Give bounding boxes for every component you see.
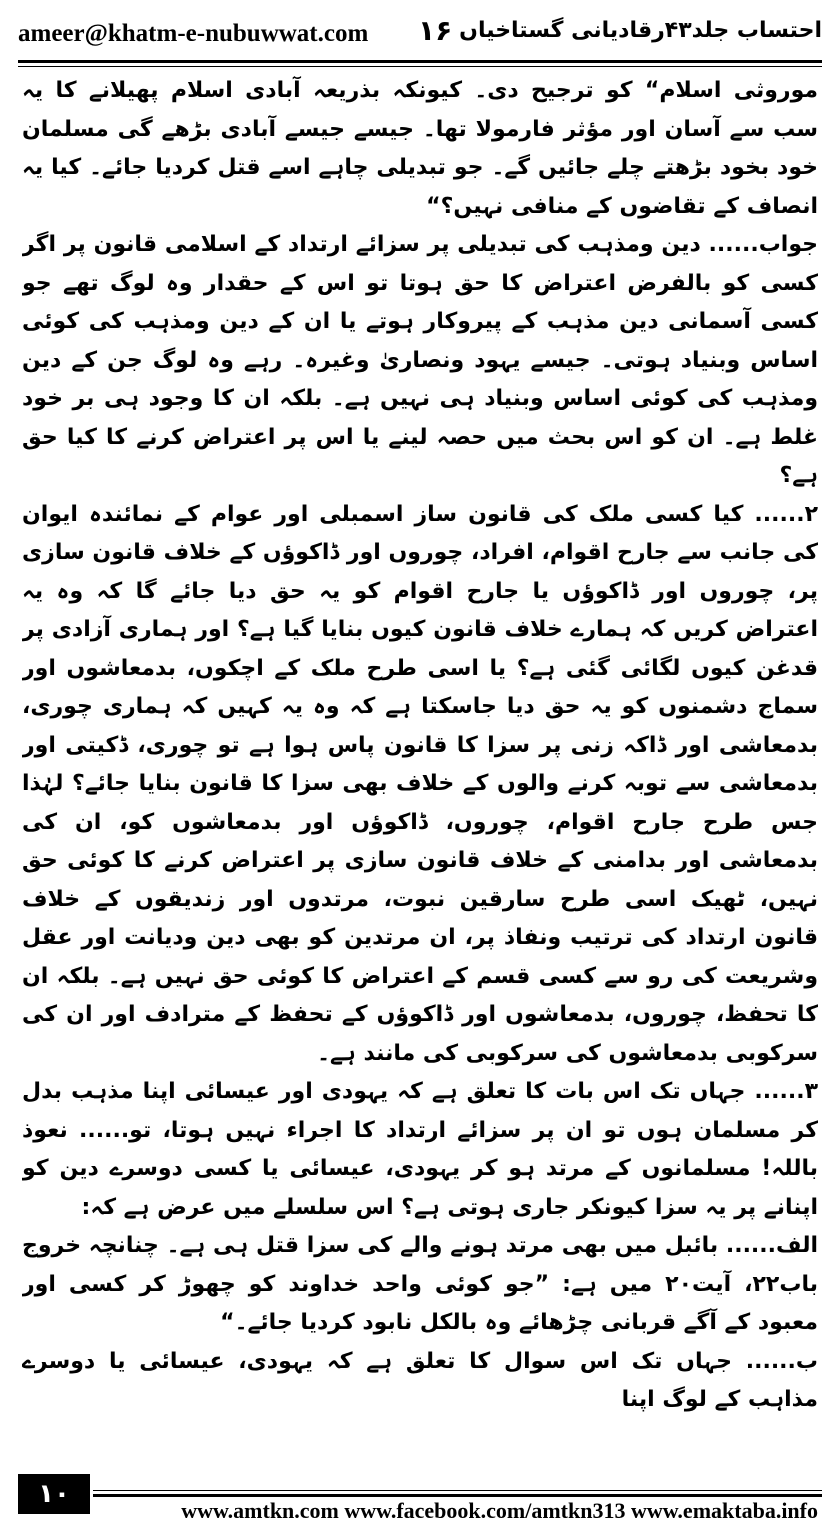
- footer-links: www.amtkn.com www.facebook.com/amtkn313 www.emaktaba.info: [181, 1498, 818, 1523]
- header-title: احتساب جلد۴۳رقادیانی گستاخیاں: [459, 18, 822, 43]
- paragraph-continuation: موروثی اسلام“ کو ترجیح دی۔ کیونکہ بذریعہ آبادی اسلام پھیلانے کا یہ سب سے آسان اور مؤثر فارمولا تھا۔ جیسے جیسے آبادی بڑھے گی مسلمان خود بخود بڑھتے چلے جائیں گے۔ جو تبدیلی چاہے اسے قتل کردیا جائے۔ کیا یہ انصاف کے تقاضوں کے منافی نہیں؟“: [22, 78, 818, 219]
- header-page-number: ۱۶: [418, 14, 453, 47]
- page-footer: [18, 1472, 822, 1530]
- footer-page-number: ۱۰: [18, 1474, 90, 1514]
- page-header: [18, 14, 822, 54]
- header-email: ameer@khatm-e-nubuwwat.com: [18, 20, 369, 47]
- paragraph-alif: الف...... بائبل میں بھی مرتد ہونے والے کی سزا قتل ہی ہے۔ چنانچہ خروج باب۲۲، آیت۲۰ میں ہے: ”جو کوئی واحد خداوند کو چھوڑ کر کسی اور معبود کے آگے قربانی چڑھائے وہ بالکل نابود کردیا جائے۔“: [22, 1233, 818, 1335]
- page-body: [22, 72, 818, 1452]
- paragraph-answer: جواب...... دین ومذہب کی تبدیلی پر سزائے ارتداد کے اسلامی قانون پر اگر کسی کو بالفرض اعتراض کا حق ہوتا تو اس کے حقدار وہ لوگ تھے جو کسی آسمانی دین مذہب کے پیروکار ہوتے یا ان کے دین ومذہب کی کوئی اساس وبنیاد ہوتی۔ جیسے یہود ونصاریٰ وغیرہ۔ رہے وہ لوگ جن کے دین ومذہب کی کوئی اساس وبنیاد ہی نہیں ہے۔ بلکہ ان کا وجود ہی بر خود غلط ہے۔ ان کو اس بحث میں حصہ لینے یا اس پر اعتراض کرنے کا کیا حق ہے؟: [22, 232, 818, 488]
- paragraph-point-2: ۲...... کیا کسی ملک کی قانون ساز اسمبلی اور عوام کے نمائندہ ایوان کی جانب سے جارح اقوام، افراد، چوروں اور ڈاکوؤں کے خلاف قانون سازی پر، چوروں اور ڈاکوؤں یا جارح اقوام کو یہ حق دیا جائے گا کہ وہ یہ اعتراض کریں کہ ہمارے خلاف قانون کیوں بنایا گیا ہے؟ اور ہماری آزادی پر قدغن کیوں لگائی گئی ہے؟ یا اسی طرح ملک کے اچکوں، بدمعاشوں اور سماج دشمنوں کو یہ حق دیا جاسکتا ہے کہ وہ یہ کہیں کہ ہماری چوری، بدمعاشی اور ڈاکہ زنی پر سزا کا قانون پاس ہوا ہے تو چوری، ڈکیتی اور بدمعاشی سے توبہ کرنے والوں کے خلاف بھی سزا کا قانون بنایا جائے؟ لہٰذا جس طرح جارح اقوام، چوروں، ڈاکوؤں اور بدمعاشوں کو، ان کی بدمعاشی اور بدامنی کے خلاف قانون سازی پر اعتراض کرنے کا کوئی حق نہیں، ٹھیک اسی طرح سارقین نبوت، مرتدوں اور زندیقوں کے خلاف قانون ارتداد کی ترتیب ونفاذ پر، ان مرتدین کو بھی دین ودیانت اور عقل وشریعت کی رو سے کسی قسم کے اعتراض کا کوئی حق نہیں ہے۔ بلکہ ان کا تحفظ، چوروں، بدمعاشوں اور ڈاکوؤں کے تحفظ کے مترادف اور ان کی سرکوبی بدمعاشوں کی سرکوبی کی مانند ہے۔: [22, 501, 818, 1066]
- header-rule: [18, 60, 822, 67]
- paragraph-point-3: ۳...... جہاں تک اس بات کا تعلق ہے کہ یہودی اور عیسائی اپنا مذہب بدل کر مسلمان ہوں تو ان پر سزائے ارتداد کا اجراء نہیں ہوتا، تو...... نعوذ باللہ! مسلمانوں کے مرتد ہو کر یہودی، عیسائی یا کسی دوسرے دین کو اپنانے پر یہ سزا کیونکر جاری ہوتی ہے؟ اس سلسلے میں عرض ہے کہ:: [22, 1079, 818, 1220]
- paragraph-bay: ب...... جہاں تک اس سوال کا تعلق ہے کہ یہودی، عیسائی یا دوسرے مذاہب کے لوگ اپنا: [22, 1348, 818, 1412]
- footer-rule: [93, 1490, 822, 1497]
